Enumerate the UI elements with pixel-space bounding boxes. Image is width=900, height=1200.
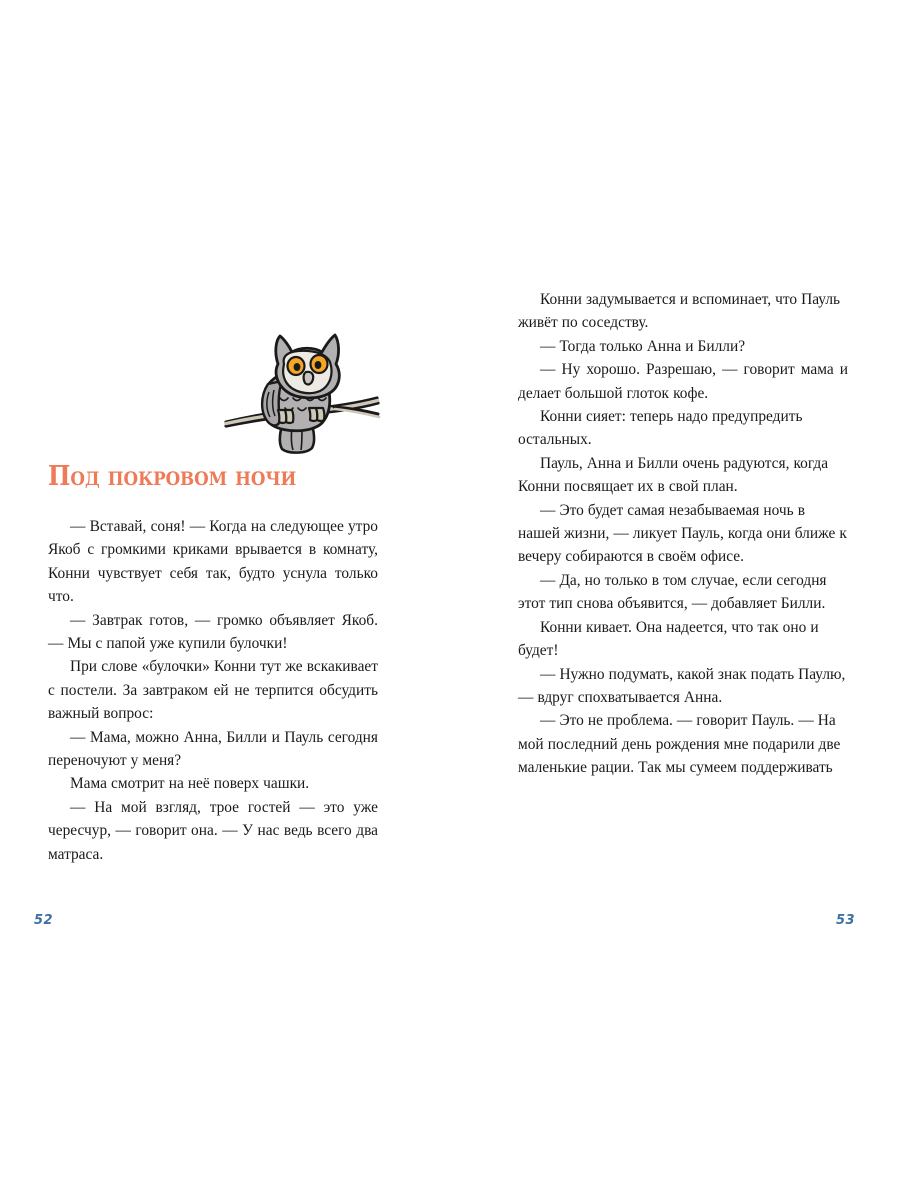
paragraph: — Ну хорошо. Разрешаю, — говорит мама и делает большой глоток кофе.	[518, 361, 848, 402]
page-number-right: 53	[836, 913, 856, 928]
paragraph: — Нужно подумать, какой знак подать Паулю, — вдруг спохватывается Анна.	[518, 665, 846, 706]
owl-figure	[262, 335, 339, 453]
paragraph: — Это не проблема. — говорит Пауль. — На мой последний день рождения мне подарили две маленькие рации. Так мы сумеем поддерживать	[518, 712, 841, 777]
paragraph: — На мой взгляд, трое гостей — это уже чересчур, — говорит она. — У нас ведь всего два матраса.	[48, 798, 378, 863]
paragraph: При слове «булочки» Конни тут же вскакивает с постели. За завтраком ей не терпится обсудить важный вопрос:	[48, 658, 378, 723]
page-number-left: 52	[34, 913, 54, 928]
paragraph: Конни кивает. Она надеется, что так оно и будет!	[518, 618, 819, 660]
paragraph: — Мама, можно Анна, Билли и Пауль сегодня переночуют у меня?	[48, 728, 378, 770]
owl-eye-right	[311, 355, 328, 373]
paragraph: — Завтрак готов, — громко объявляет Якоб. — Мы с папой уже купили булочки!	[48, 611, 378, 653]
paragraph: Конни сияет: теперь надо предупредить остальных.	[518, 408, 803, 449]
paragraph: Пауль, Анна и Билли очень радуются, когда Конни посвящает их в свой план.	[518, 454, 829, 496]
left-page-text-body	[48, 515, 378, 866]
paragraph: Мама смотрит на неё поверх чашки.	[70, 775, 310, 793]
paragraph: — Это будет самая незабываемая ночь в нашей жизни, — ликует Пауль, когда они ближе к вечеру собираются в своём офисе.	[518, 501, 847, 566]
right-page-text-body	[518, 288, 848, 780]
owl-eye-left	[288, 357, 305, 375]
paragraph: — Тогда только Анна и Билли?	[540, 337, 746, 355]
chapter-title: Под покровом ночи	[48, 461, 297, 492]
paragraph: — Вставай, соня! — Когда на следующее утро Якоб с громкими криками врывается в комнату, Конни чувствует себя так, будто уснула только что.	[48, 518, 378, 606]
paragraph: — Да, но только в том случае, если сегодня этот тип снова объявится, — добавляет Билли.	[518, 571, 827, 613]
paragraph: Конни задумывается и вспоминает, что Пауль живёт по соседству.	[518, 291, 841, 332]
owl-illustration	[222, 326, 382, 456]
